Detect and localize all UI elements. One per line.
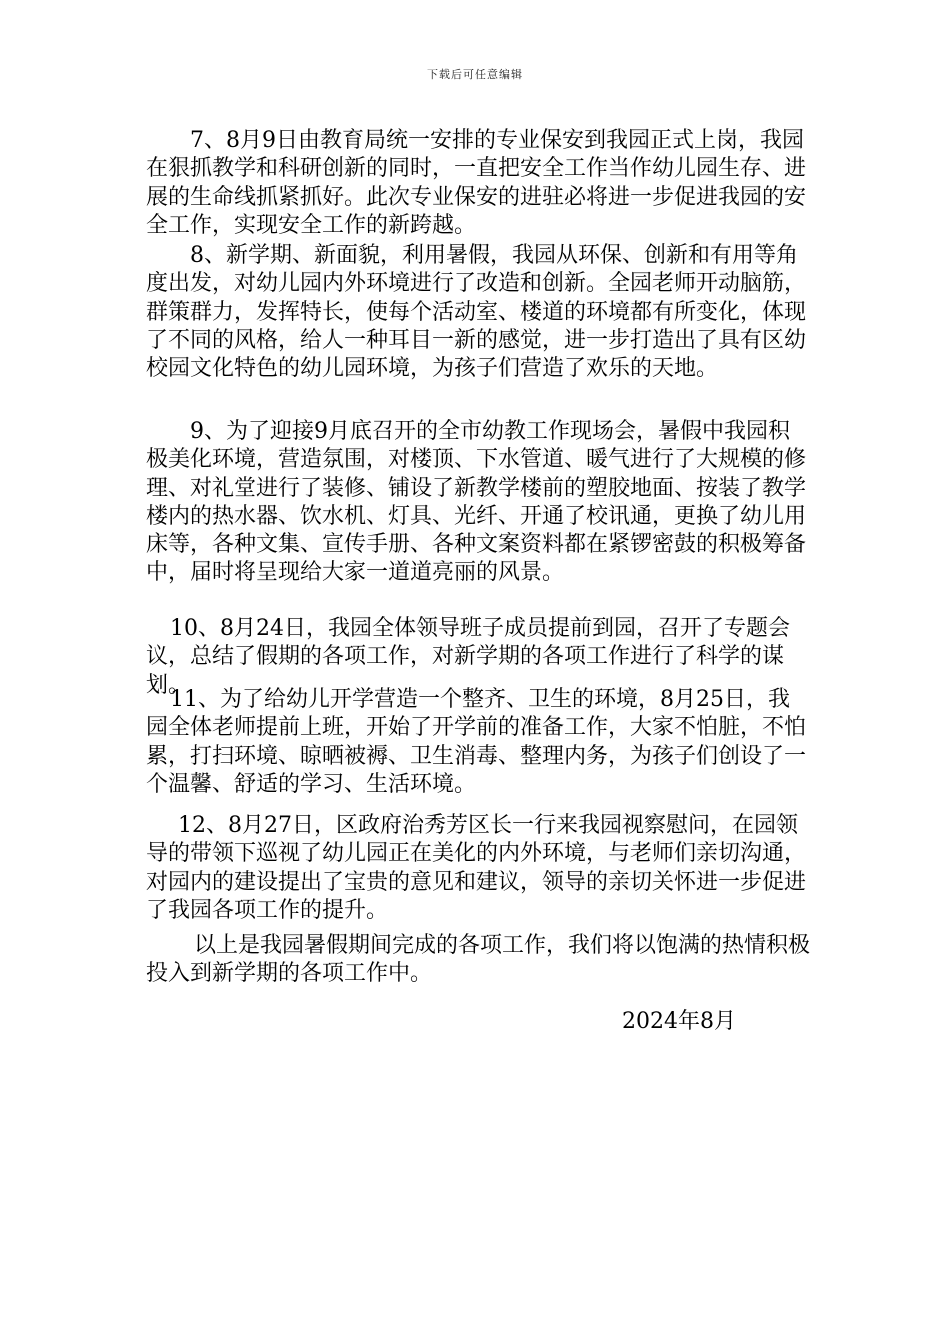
paragraph-item-9: 9、为了迎接9月底召开的全市幼教工作现场会，暑假中我园积极美化环境，营造氛围，对楼顶、下水管道、暖气进行了大规模的修理、对礼堂进行了装修、铺设了新教学楼前的塑胶地面、按装了教学楼内的热水器、饮水机、灯具、光纤、开通了校讯通，更换了幼儿用床等，各种文集、宣传手册、各种文案资料都在紧锣密鼓的积极筹备中，届时将呈现给大家一道道亮丽的风景。 bbox=[146, 419, 807, 586]
paragraph-item-7: 7、8月9日由教育局统一安排的专业保安到我园正式上岗，我园在狠抓教学和科研创新的同时，一直把安全工作当作幼儿园生存、进展的生命线抓紧抓好。此次专业保安的进驻必将进一步促进我园的安全工作，实现安全工作的新跨越。 bbox=[146, 128, 807, 238]
document-date: 2024年8月 bbox=[622, 1009, 736, 1034]
paragraph-item-11: 11、为了给幼儿开学营造一个整齐、卫生的环境，8月25日，我园全体老师提前上班，开始了开学前的准备工作，大家不怕脏，不怕累，打扫环境、晾晒被褥、卫生消毒、整理内务，为孩子们创设了一个温馨、舒适的学习、生活环境。 bbox=[146, 687, 807, 797]
paragraph-item-10: 10、8月24日，我园全体领导班子成员提前到园，召开了专题会议，总结了假期的各项工作，对新学期的各项工作进行了科学的谋划。 bbox=[146, 616, 790, 698]
paragraph-item-8: 8、新学期、新面貌，利用暑假，我园从环保、创新和有用等角度出发，对幼儿园内外环境进行了改造和创新。全园老师开动脑筋，群策群力，发挥特长，使每个活动室、楼道的环境都有所变化，体现了不同的风格，给人一种耳目一新的感觉，进一步打造出了具有区幼校园文化特色的幼儿园环境，为孩子们营造了欢乐的天地。 bbox=[146, 243, 807, 382]
paragraph-item-12: 12、8月27日，区政府治秀芳区长一行来我园视察慰问，在园领导的带领下巡视了幼儿园正在美化的内外环境，与老师们亲切沟通，对园内的建设提出了宝贵的意见和建议，领导的亲切关怀进一步促进了我园各项工作的提升。 bbox=[146, 813, 807, 923]
closing-paragraph: 以上是我园暑假期间完成的各项工作，我们将以饱满的热情积极投入到新学期的各项工作中。 bbox=[146, 933, 811, 987]
header-note: 下载后可任意编辑 bbox=[427, 68, 523, 81]
